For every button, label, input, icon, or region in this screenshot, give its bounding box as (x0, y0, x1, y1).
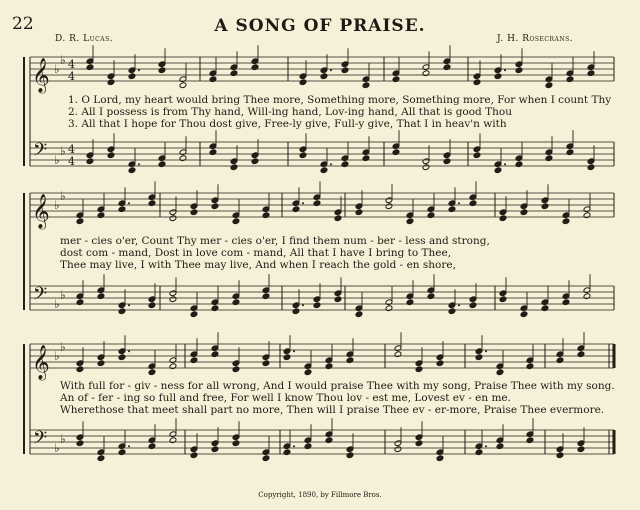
bass-clef-icon: 𝄢 (33, 140, 48, 165)
note-head (583, 293, 591, 300)
note-head (118, 449, 126, 456)
note-head (566, 76, 574, 83)
song-title: A SONG OF PRAISE. (214, 16, 426, 36)
dot (485, 350, 487, 352)
note-head (341, 67, 349, 74)
note-head (251, 64, 259, 71)
dot (302, 304, 304, 306)
note-head (515, 161, 523, 168)
note-head (283, 354, 291, 361)
note-head (232, 218, 240, 225)
note-head (515, 67, 523, 74)
bass-clef-icon: 𝄢 (33, 284, 48, 309)
note-head (190, 357, 198, 364)
note-head (385, 203, 393, 210)
note-head (577, 351, 585, 358)
note-head (262, 212, 270, 219)
dot (504, 69, 506, 71)
note-head (566, 149, 574, 156)
note-head (556, 357, 564, 364)
note-head (76, 366, 84, 373)
note-head (262, 360, 270, 367)
note-head (541, 305, 549, 312)
flat-icon: ♭ (54, 198, 60, 212)
note-head (496, 369, 504, 376)
treble-clef-icon: 𝄞 (32, 194, 50, 229)
note-head (232, 440, 240, 447)
note-head (169, 437, 177, 444)
note-head (448, 206, 456, 213)
note-head (169, 296, 177, 303)
note-head (211, 203, 219, 210)
note-head (313, 302, 321, 309)
note-head (562, 299, 570, 306)
note-head (158, 161, 166, 168)
time-signature-bottom: 4 (68, 155, 75, 168)
flat-icon: ♭ (60, 189, 66, 203)
note-head (475, 354, 483, 361)
note-head (190, 452, 198, 459)
flat-icon: ♭ (54, 349, 60, 363)
dot (128, 304, 130, 306)
note-head (97, 360, 105, 367)
note-head (587, 164, 595, 171)
note-head (209, 76, 217, 83)
note-head (427, 293, 435, 300)
note-head (107, 152, 115, 159)
note-head (436, 360, 444, 367)
lyric-line: An of - fer - ing so full and free, For well I know Thou lov - est me, Lovest ev - en me. (60, 392, 511, 404)
note-head (526, 437, 534, 444)
note-head (494, 167, 502, 174)
note-head (427, 212, 435, 219)
lyric-line: 2. All I possess is from Thy hand, Will-ing hand, Lov-ing hand, All that is good Thou (68, 106, 512, 118)
note-head (76, 218, 84, 225)
lyric-line: Wherethose that meet shall part no more, Then will I praise Thee ev - er-more, Praise Thee evermore. (60, 404, 605, 416)
bass-clef-icon: 𝄢 (33, 428, 48, 453)
flat-icon: ♭ (60, 340, 66, 354)
note-head (320, 73, 328, 80)
note-head (583, 212, 591, 219)
note-head (86, 158, 94, 165)
note-head (211, 305, 219, 312)
dot (138, 163, 140, 165)
note-head (211, 351, 219, 358)
note-head (299, 79, 307, 86)
note-head (148, 369, 156, 376)
note-head (392, 76, 400, 83)
note-head (299, 152, 307, 159)
note-head (232, 299, 240, 306)
note-head (475, 449, 483, 456)
dot (302, 202, 304, 204)
flat-icon: ♭ (60, 53, 66, 67)
note-head (362, 155, 370, 162)
note-head (76, 440, 84, 447)
note-head (562, 218, 570, 225)
note-head (469, 200, 477, 207)
note-head (76, 299, 84, 306)
note-head (190, 311, 198, 318)
note-head (443, 64, 451, 71)
time-signature-top: 4 (68, 58, 75, 71)
note-head (292, 206, 300, 213)
note-head (325, 363, 333, 370)
note-head (415, 440, 423, 447)
note-head (355, 209, 363, 216)
dot (293, 350, 295, 352)
note-head (545, 82, 553, 89)
note-head (436, 455, 444, 462)
dot (458, 304, 460, 306)
note-head (320, 167, 328, 174)
lyric-line: 3. All that I hope for Thou dost give, Free-ly give, Full-y give, That I in heav'n with (68, 118, 507, 130)
note-head (97, 293, 105, 300)
lyric-line: mer - cies o'er, Count Thy mer - cies o'er, I find them num - ber - less and strong, (60, 235, 490, 247)
note-head (422, 70, 430, 77)
flat-icon: ♭ (60, 288, 66, 302)
note-head (541, 203, 549, 210)
note-head (341, 161, 349, 168)
note-head (545, 155, 553, 162)
dot (458, 202, 460, 204)
note-head (190, 209, 198, 216)
note-head (148, 443, 156, 450)
lyric-line: With full for - giv - ness for all wrong, And I would praise Thee with my song, Praise Thee with my song. (60, 380, 615, 392)
note-head (556, 452, 564, 459)
dot (128, 445, 130, 447)
note-head (422, 164, 430, 171)
note-head (496, 443, 504, 450)
note-head (169, 215, 177, 222)
note-head (520, 311, 528, 318)
note-head (107, 79, 115, 86)
note-head (499, 215, 507, 222)
lyricist-credit: D. R. Lucas. (55, 34, 114, 44)
note-head (304, 369, 312, 376)
dot (485, 445, 487, 447)
note-head (526, 363, 534, 370)
note-head (148, 302, 156, 309)
note-head (394, 446, 402, 453)
lyric-line: Thee may live, I with Thee may live, And when I reach the gold - en shore, (60, 259, 456, 271)
note-head (494, 73, 502, 80)
note-head (118, 354, 126, 361)
treble-clef-icon: 𝄞 (32, 345, 50, 380)
note-head (334, 215, 342, 222)
time-signature-bottom: 4 (68, 70, 75, 83)
dot (138, 69, 140, 71)
note-head (148, 200, 156, 207)
note-head (169, 363, 177, 370)
treble-clef-icon: 𝄞 (32, 58, 50, 93)
note-head (232, 366, 240, 373)
note-head (262, 455, 270, 462)
dot (330, 163, 332, 165)
note-head (292, 308, 300, 315)
note-head (230, 164, 238, 171)
note-head (520, 209, 528, 216)
note-head (158, 67, 166, 74)
note-head (251, 158, 259, 165)
dot (293, 445, 295, 447)
flat-icon: ♭ (60, 432, 66, 446)
note-head (313, 200, 321, 207)
note-head (499, 296, 507, 303)
note-head (211, 446, 219, 453)
dot (504, 163, 506, 165)
flat-icon: ♭ (54, 441, 60, 455)
note-head (346, 452, 354, 459)
flat-icon: ♭ (60, 144, 66, 158)
note-head (362, 82, 370, 89)
note-head (97, 212, 105, 219)
note-head (406, 218, 414, 225)
lyric-line: dost com - mand, Dost in love com - mand, All that I have I bring to Thee, (60, 247, 452, 259)
note-head (587, 70, 595, 77)
note-head (415, 366, 423, 373)
page-number: 22 (12, 14, 34, 34)
dot (128, 202, 130, 204)
flat-icon: ♭ (54, 297, 60, 311)
flat-icon: ♭ (54, 153, 60, 167)
note-head (346, 357, 354, 364)
time-signature-top: 4 (68, 143, 75, 156)
note-head (469, 302, 477, 309)
note-head (86, 64, 94, 71)
note-head (262, 293, 270, 300)
note-head (577, 446, 585, 453)
note-head (230, 70, 238, 77)
dot (128, 350, 130, 352)
note-head (392, 149, 400, 156)
note-head (304, 443, 312, 450)
copyright-notice: Copyright, 1890, by Fillmore Bros. (258, 491, 382, 499)
composer-credit: J. H. Rosecrans. (497, 34, 574, 44)
note-head (179, 82, 187, 89)
note-head (334, 296, 342, 303)
note-head (128, 73, 136, 80)
note-head (394, 351, 402, 358)
note-head (473, 79, 481, 86)
note-head (283, 449, 291, 456)
note-head (473, 152, 481, 159)
note-head (118, 206, 126, 213)
note-head (443, 158, 451, 165)
note-head (179, 155, 187, 162)
note-head (385, 305, 393, 312)
dot (330, 69, 332, 71)
note-head (128, 167, 136, 174)
note-head (406, 299, 414, 306)
note-head (118, 308, 126, 315)
note-head (448, 308, 456, 315)
note-head (97, 455, 105, 462)
note-head (209, 149, 217, 156)
note-head (325, 437, 333, 444)
lyric-line: 1. O Lord, my heart would bring Thee more, Something more, Something more, For when I count Thy (68, 94, 612, 106)
note-head (355, 311, 363, 318)
flat-icon: ♭ (54, 62, 60, 76)
